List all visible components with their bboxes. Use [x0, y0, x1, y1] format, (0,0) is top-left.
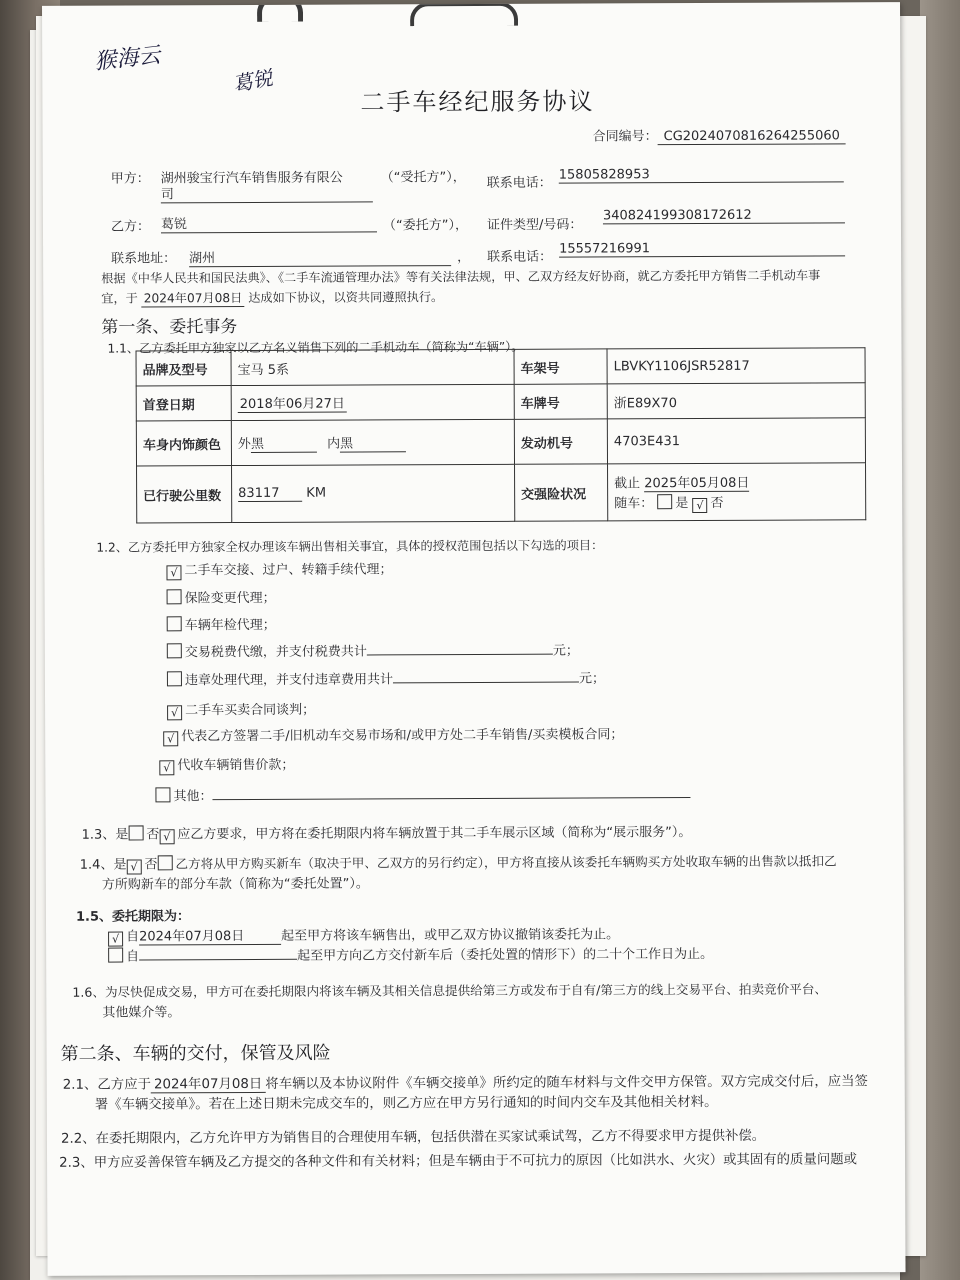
option-checkbox[interactable]: √ — [166, 565, 181, 580]
term-2-text: 起至甲方向乙方交付新车后（委托处置的情形下）的二十个工作日为止。 — [297, 946, 714, 964]
contract-number-value: CG2024070816264255060 — [658, 128, 846, 145]
option-checkbox[interactable] — [167, 589, 182, 604]
option-label: 二手车交接、过户、转籍手续代理； — [184, 562, 393, 579]
vehicle-table — [136, 347, 867, 523]
int-pre: 内 — [327, 436, 341, 452]
term-2-checkbox[interactable] — [108, 948, 123, 963]
option-label: 保险变更代理； — [184, 590, 276, 607]
option-1 — [166, 558, 392, 580]
clause-1-4 — [80, 850, 837, 874]
insurance-label: 交强险状况 — [515, 464, 608, 521]
option-label: 代表乙方签署二手/旧机动车交易市场和/或甲方处二手车销售/买卖模板合同； — [181, 727, 624, 745]
party-a-phone: 15805828953 — [559, 166, 844, 183]
vin-value: LBVKY1106JSR52817 — [607, 348, 865, 384]
option-5 — [167, 667, 605, 688]
tax-amount-blank[interactable] — [367, 640, 553, 656]
term-2-pre: 自 — [126, 949, 140, 965]
plate-value: 浙E89X70 — [607, 383, 865, 419]
option-4 — [167, 640, 579, 661]
handwritten-signature-2: 葛锐 — [230, 65, 275, 97]
other-blank[interactable] — [212, 783, 690, 800]
option-9 — [155, 783, 690, 804]
no-label: 否 — [146, 827, 160, 843]
plate-label: 车牌号 — [514, 384, 607, 419]
yes-label: 是 — [113, 857, 127, 873]
term-1-date: 2024年07月08日 — [139, 925, 281, 946]
ext-pre: 外 — [237, 436, 251, 453]
no-checkbox[interactable]: √ — [159, 829, 174, 844]
table-row — [136, 383, 865, 421]
km-cell — [232, 464, 515, 522]
party-b-phone: 15557216991 — [559, 240, 845, 257]
binder-ring-left — [257, 2, 303, 22]
vin-label: 车架号 — [514, 349, 607, 384]
clause-1-6-line2: 其他媒介等。 — [102, 1005, 181, 1021]
binder-ring-right — [410, 2, 518, 26]
party-a-name-line1: 湖州骏宝行汽车销售服务有限公 — [160, 170, 343, 187]
option-checkbox[interactable] — [167, 616, 182, 631]
no-checkbox[interactable]: √ — [692, 497, 707, 512]
option-label: 二手车买卖合同谈判； — [185, 702, 316, 719]
with-car-label: 随车： — [614, 495, 654, 511]
option-label: 交易税费代缴，并支付税费共计 — [184, 644, 367, 661]
option-suffix: 元； — [552, 643, 579, 659]
ext-color: 黑 — [251, 433, 317, 453]
clause-1-1: 1.1、乙方委托甲方独家以乙方名义销售下列的二手机动车（简称为“车辆”）。 — [107, 339, 524, 356]
party-b-id-label: 证件类型/号码： — [486, 217, 583, 233]
option-label: 违章处理代理，并支付违章费用共计 — [184, 672, 393, 689]
no-checkbox[interactable] — [157, 855, 172, 870]
clause-2-1-post: 将车辆以及本协议附件《车辆交接单》所约定的随车材料与文件交甲方保管。双方完成交付后，应当签 — [265, 1074, 868, 1092]
table-row — [137, 463, 866, 523]
term-1-text: 起至甲方将该车辆售出，或甲乙双方协议撤销该委托为止。 — [281, 927, 620, 944]
reg-label: 首登日期 — [136, 386, 231, 421]
intro-line2-post: 达成如下协议，以资共同遵照执行。 — [248, 290, 444, 305]
contract-page — [42, 2, 906, 1276]
party-a-name-line2: 司 — [161, 182, 373, 203]
handwritten-signature-1: 猴海云 — [93, 42, 162, 76]
term-2-date-blank[interactable] — [139, 945, 297, 961]
no-label: 否 — [710, 495, 724, 511]
option-3 — [167, 614, 276, 633]
intro-line2 — [101, 288, 443, 307]
option-suffix: 元； — [578, 671, 606, 687]
yes-label: 是 — [115, 827, 129, 843]
party-b-address-label: 联系地址： — [111, 251, 177, 267]
party-a-label: 甲方： — [110, 171, 150, 187]
option-checkbox[interactable]: √ — [167, 705, 182, 720]
clause-2-1-date: 2024年07月08日 — [151, 1073, 265, 1093]
clause-num: 1.4、 — [79, 857, 114, 873]
engine-value: 4703E431 — [607, 418, 865, 464]
party-b-label: 乙方： — [110, 219, 151, 235]
article-2-heading: 第二条、车辆的交付，保管及风险 — [60, 1042, 331, 1065]
term-1-pre: 自 — [126, 929, 140, 945]
km-label: 已行驶公里数 — [137, 466, 232, 523]
contract-number — [593, 124, 846, 145]
option-label: 其他： — [173, 789, 213, 805]
yes-checkbox[interactable] — [657, 494, 672, 509]
party-a-phone-label: 联系电话： — [486, 175, 552, 191]
party-b-id: 340824199308172612 — [603, 207, 845, 224]
party-b-address: 湖州 — [189, 246, 451, 267]
clause-1-5-heading: 1.5、委托期限为： — [75, 909, 191, 925]
yes-label: 是 — [675, 495, 689, 511]
option-label: 车辆年检代理； — [184, 617, 276, 634]
insurance-pre: 截止 — [614, 475, 641, 491]
yes-checkbox[interactable] — [128, 825, 143, 840]
clause-1-6-line1: 1.6、为尽快促成交易，甲方可在委托期限内将该车辆及其相关信息提供给第三方或发布于自有/第三方的线上交易平台、拍卖竞价平台、 — [72, 981, 828, 1000]
comma: ， — [457, 250, 471, 266]
option-checkbox[interactable]: √ — [159, 760, 174, 775]
clause-1-4-line2: 方所购新车的部分车款（简称为“委托处置”）。 — [101, 876, 369, 893]
term-1-checkbox[interactable]: √ — [108, 932, 123, 947]
intro-date: 2024年07月08日 — [142, 289, 245, 307]
table-row — [136, 348, 865, 386]
reg-value: 2018年06月27日 — [238, 393, 347, 413]
clause-2-1 — [63, 1070, 868, 1094]
background-right — [920, 0, 960, 1280]
option-7 — [163, 723, 623, 746]
color-cell — [231, 419, 514, 465]
km-unit: KM — [306, 485, 327, 501]
document-title: 二手车经纪服务协议 — [360, 87, 595, 117]
color-label: 车身内饰颜色 — [136, 421, 231, 466]
clause-text-line1: 乙方将从甲方购买新车（取决于甲、乙双方的另行约定），甲方将直接从该委托车辆购买方处收取车辆的出售款以抵扣乙 — [175, 853, 837, 872]
clause-2-1-pre: 2.1、乙方应于 — [62, 1077, 151, 1093]
engine-label: 发动机号 — [514, 419, 607, 464]
insurance-expiry — [614, 471, 859, 492]
violation-amount-blank[interactable] — [393, 668, 579, 684]
option-checkbox[interactable] — [167, 643, 182, 658]
insurance-cell — [608, 463, 866, 521]
clause-2-2: 2.2、在委托期限内，乙方允许甲方为销售目的合理使用车辆，包括供潜在买家试乘试驾，乙方不得要求甲方提供补偿。 — [60, 1128, 766, 1147]
option-checkbox[interactable] — [167, 671, 182, 686]
contract-number-label: 合同编号： — [592, 129, 658, 145]
insurance-date: 2025年05月08日 — [644, 471, 749, 491]
party-b-name: 葛锐 — [161, 212, 377, 233]
clause-1-3 — [82, 821, 692, 845]
clause-1-2: 1.2、乙方委托甲方独家全权办理该车辆出售相关事宜，具体的授权范围包括以下勾选的项目： — [96, 538, 604, 555]
brand-value: 宝马 5系 — [231, 349, 514, 385]
option-6 — [167, 699, 315, 721]
no-label: 否 — [144, 857, 158, 873]
km-value: 83117 — [238, 486, 302, 502]
term-option-2 — [108, 943, 713, 965]
party-b-phone-label: 联系电话： — [487, 249, 553, 265]
brand-label: 品牌及型号 — [136, 351, 231, 386]
intro-line2-pre: 宜，于 — [101, 291, 138, 306]
party-b-role: （“委托方”）， — [382, 218, 468, 234]
intro-line1: 根据《中华人民共和国民法典》、《二手车流通管理办法》等有关法律法规，甲、乙双方经友好协商，就乙方委托甲方销售二手机动车事 — [101, 268, 821, 286]
clause-2-3: 2.3、甲方应妥善保管车辆及乙方提交的各种文件和有关材料；但是车辆由于不可抗力的原因（比如洪水、火灾）或其固有的质量问题或 — [59, 1152, 858, 1171]
clause-2-1-line2: 署《车辆交接单》。若在上述日期未完成交车的，则乙方应在甲方另行通知的时间内交车及其他相关材料。 — [94, 1094, 718, 1113]
yes-checkbox[interactable]: √ — [126, 859, 141, 874]
clause-text: 应乙方要求，甲方将在委托期限内将车辆放置于其二手车展示区域（简称为“展示服务”）。 — [177, 825, 692, 843]
option-label: 代收车辆销售价款； — [177, 757, 295, 774]
option-checkbox[interactable]: √ — [163, 731, 178, 746]
insurance-with-car — [614, 491, 859, 513]
option-8 — [159, 754, 294, 776]
int-color: 黑 — [340, 432, 406, 452]
option-checkbox[interactable] — [155, 787, 170, 802]
option-2 — [167, 587, 276, 606]
table-row — [136, 418, 865, 466]
reg-cell — [231, 384, 514, 420]
party-a-role: （“受托方”）， — [380, 170, 466, 186]
article-1-heading: 第一条、委托事务 — [101, 317, 238, 338]
clause-num: 1.3、 — [81, 827, 116, 843]
